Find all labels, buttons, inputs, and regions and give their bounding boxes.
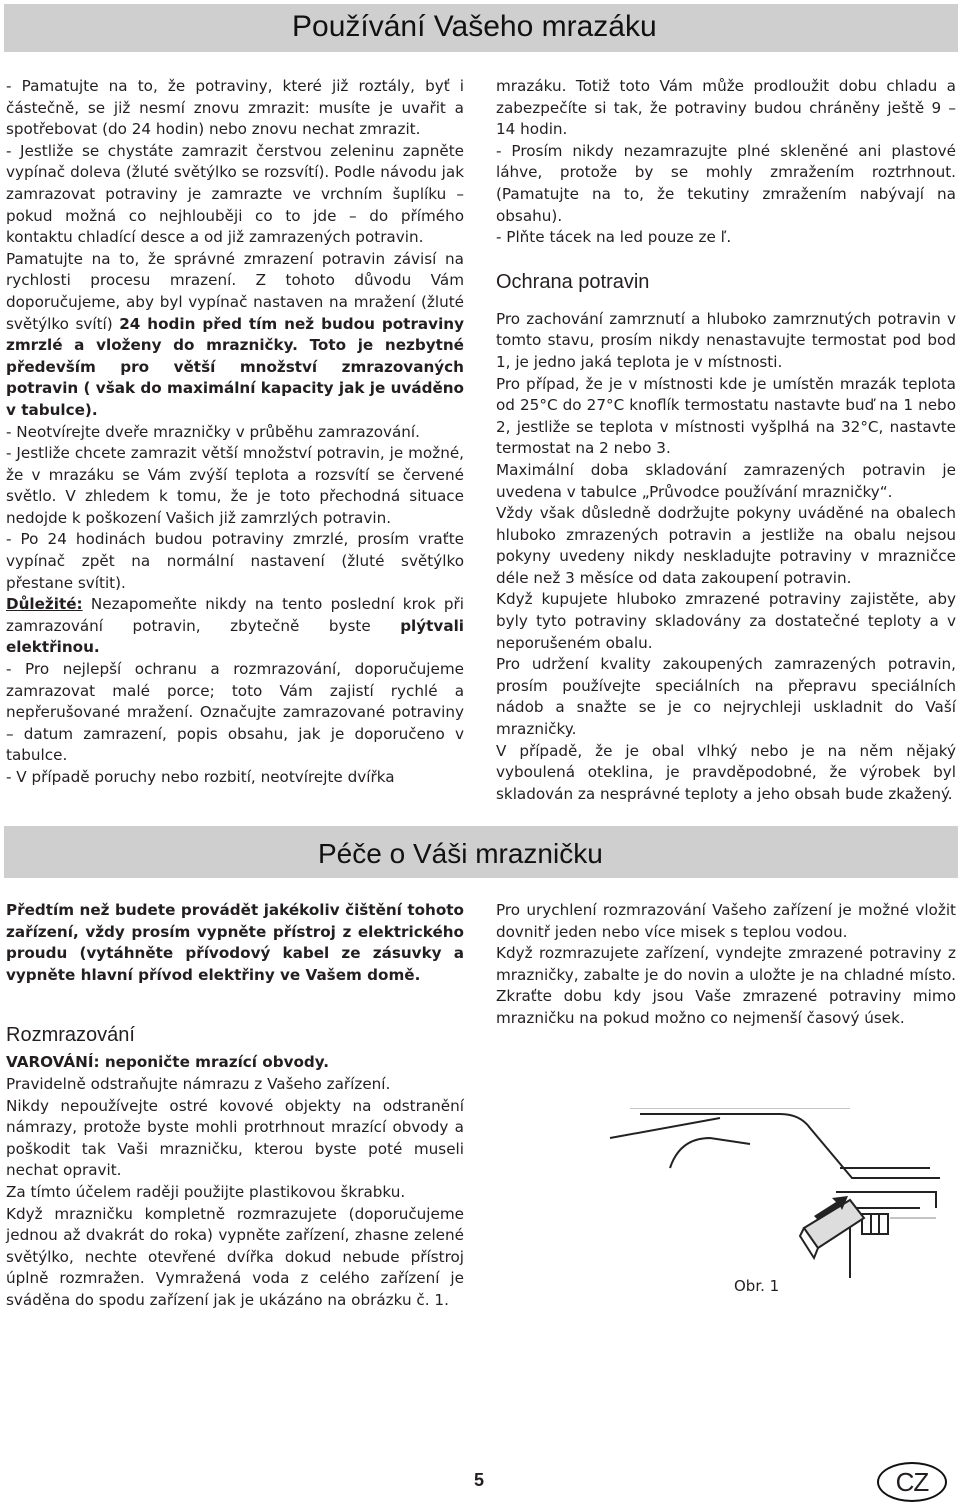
important-note: Důležité: Nezapomeňte nikdy na tento poslední krok při zamrazování potravin, zbytečně byste plýtvali elektřinou. xyxy=(6,595,464,657)
paragraph: mrazáku. Totiž toto Vám může prodloužit dobu chladu a zabezpečíte si tak, že potraviny budou chráněny ještě 9 – 14 hodin. xyxy=(496,77,956,139)
paragraph: - Pro nejlepší ochranu a rozmrazování, doporučujeme zamrazovat malé porce; toto Vám zajistí rychlé a nepřerušované mražení. Označujte zamrazované potraviny – datum zamrazení, popis obsahu, jak je doporučeno v tabulce. xyxy=(6,660,464,765)
left-column-1 xyxy=(6,76,464,789)
warning: VAROVÁNÍ: neponičte mrazící obvody. xyxy=(6,1053,330,1072)
paragraph: - V případě poruchy nebo rozbití, neotvírejte dvířka xyxy=(6,768,395,786)
right-column-1 xyxy=(496,76,956,805)
paragraph: Pravidelně odstraňujte námrazu z Vašeho zařízení. xyxy=(6,1074,391,1093)
paragraph: - Plňte tácek na led pouze ze ľ. xyxy=(496,228,732,247)
safety-intro: Předtím než budete provádět jakékoliv čištění tohoto zařízení, vždy prosím vypněte přístroj z elektrického proudu (vytáhněte přívodový kabel ze zásuvky a vypněte hlavní přívod elektřiny ve Vašem domě. xyxy=(6,901,464,984)
paragraph: Pamatujte na to, že správné zmrazení potravin závisí na rychlosti procesu mrazení. Z tohoto důvodu Vám doporučujeme, aby byl vypínač nastaven na mražení (žluté světýlko svítí) 24 hodin před tím než budou potraviny zmrzlé a vloženy do mrazničky. Toto je nezbytné především pro větší množství zmrazovaných potravin ( však do maximální kapacity jak je uváděno v tabulce). xyxy=(6,249,465,419)
paragraph: V případě, že je obal vlhký nebo je na něm nějaký vyboulená oteklina, je pravděpodobné, že výrobek byl skladován za nesprávné teploty a jeho obsah bude zkažený. xyxy=(496,741,956,803)
page-title: Používání Vašeho mrazáku xyxy=(292,10,657,43)
paragraph: Pro případ, že je v místnosti kde je umístěn mrazák teplota od 25°C do 27°C knoflík termostatu nastavte buď na 1 nebo 2, jestliže se teplota v místnosti vyšplhá na 32°C, nastavte termostat na 2 nebo 3. xyxy=(496,374,956,458)
paragraph: Nikdy nepoužívejte ostré kovové objekty na odstranění námrazy, protože byste mohli protrhnout mrazící obvody a poškodit tak Vaši mrazničku, kterou byste poté museli nechat opravit. xyxy=(6,1096,464,1180)
left-column-2 xyxy=(6,900,464,1312)
paragraph: - Pamatujte na to, že potraviny, které již roztály, byť i částečně, se již nesmí znovu zmrazit: musíte je uvařit a spotřebovat (do 24 hodin) nebo znovu nechat zmrazit. xyxy=(6,77,464,139)
page-number: 5 xyxy=(474,1470,485,1490)
paragraph: - Neotvírejte dveře mrazničky v průběhu zamrazování. xyxy=(6,422,420,441)
paragraph: Za tímto účelem raději použijte plastikovou škrabku. xyxy=(6,1182,406,1201)
paragraph: Když mrazničku kompletně rozmrazujete (doporučujeme jednou až dvakrát do roka) vypněte zařízení, zhasne zelené světýlko, nechte otevřené dvířka dokud nebude přístroj úplně rozmražen. Vymražená voda z celého zařízení je sváděna do spodu zařízení jak je ukázáno na obrázku č. 1. xyxy=(6,1204,464,1309)
paragraph: - Jestliže se chystáte zamrazit čerstvou zeleninu zapněte vypínač doleva (žluté světýlko se rozsvítí). Podle návodu jak zamrazovat potraviny je zamrazte ve vrchním šuplíku – pokud možná co nejhlouběji co to jde – do přímého kontaktu chladící desce a od již zamrazených potravin. xyxy=(6,141,464,247)
paragraph: - Po 24 hodinách budou potraviny zmrzlé, prosím vraťte vypínač zpět na normální nastavení (žluté světýlko přestane svítit). xyxy=(6,530,464,592)
right-column-2 xyxy=(496,900,956,1030)
figure-caption: Obr. 1 xyxy=(734,1277,780,1295)
paragraph: Vždy však důsledně dodržujte pokyny uváděné na obalech hluboko zmrazených potravin a jestliže na obalu nejsou pokyny uvedeny nikdy neskladujte potraviny v mrazničce déle než 3 měsíce od data zakoupení potravin. xyxy=(496,504,956,587)
paragraph: Když kupujete hluboko zmrazené potraviny zajistěte, aby byly tyto potraviny skladovány za dostatečné teploty a v neporušeném obalu. xyxy=(496,590,956,652)
title-banner xyxy=(4,4,958,52)
paragraph: Když rozmrazujete zařízení, vyndejte zmrazené potraviny z mrazničky, zabalte je do novin a uložte je na chladné místo. Zkraťte dobu kdy jsou Vaše zmrazené potraviny mimo mrazničku na pokud možno co nejmenší časový úsek. xyxy=(496,944,956,1027)
paragraph: Pro udržení kvality zakoupených zamrazených potravin, prosím používejte speciálních na přepravu speciálních nádob a snažte se je co nejrychleji uskladnit do Vaší mrazničky. xyxy=(496,655,956,739)
section-title: Péče o Váši mrazničku xyxy=(318,838,603,869)
country-code-badge: CZ xyxy=(877,1462,947,1502)
defrost-drain-illustration xyxy=(600,1108,940,1280)
paragraph: Pro zachování zamrznutí a hluboko zamrznutých potravin v tomto stavu, prosím nikdy nenastavujte termostat pod bod 1, je jedno jaká teplota je v místnosti. xyxy=(496,309,956,371)
paragraph: - Jestliže chcete zamrazit větší množství potravin, je možné, že v mrazáku se Vám zvýší teplota a rozsvítí se červené světlo. V zhledem k tomu, že je toto přechodná situace nedojde k poškození Vašich již zamrzlých potravin. xyxy=(6,444,464,527)
paragraph: - Prosím nikdy nezamrazujte plné skleněné ani plastové láhve, protože by se mohly zmražením roztrhnout. (Pamatujte na to, že tekutiny zmražením nabývají na obsahu). xyxy=(496,141,956,225)
paragraph: Pro urychlení rozmrazování Vašeho zařízení je možné vložit dovnitř jeden nebo více misek s teplou vodou. xyxy=(496,901,956,941)
section-heading: Ochrana potravin xyxy=(496,270,650,293)
section-heading: Rozmrazování xyxy=(6,1024,135,1047)
section-banner xyxy=(4,826,958,878)
paragraph: Maximální doba skladování zamrazených potravin je uvedena v tabulce „Průvodce používání mrazničky“. xyxy=(496,460,956,501)
